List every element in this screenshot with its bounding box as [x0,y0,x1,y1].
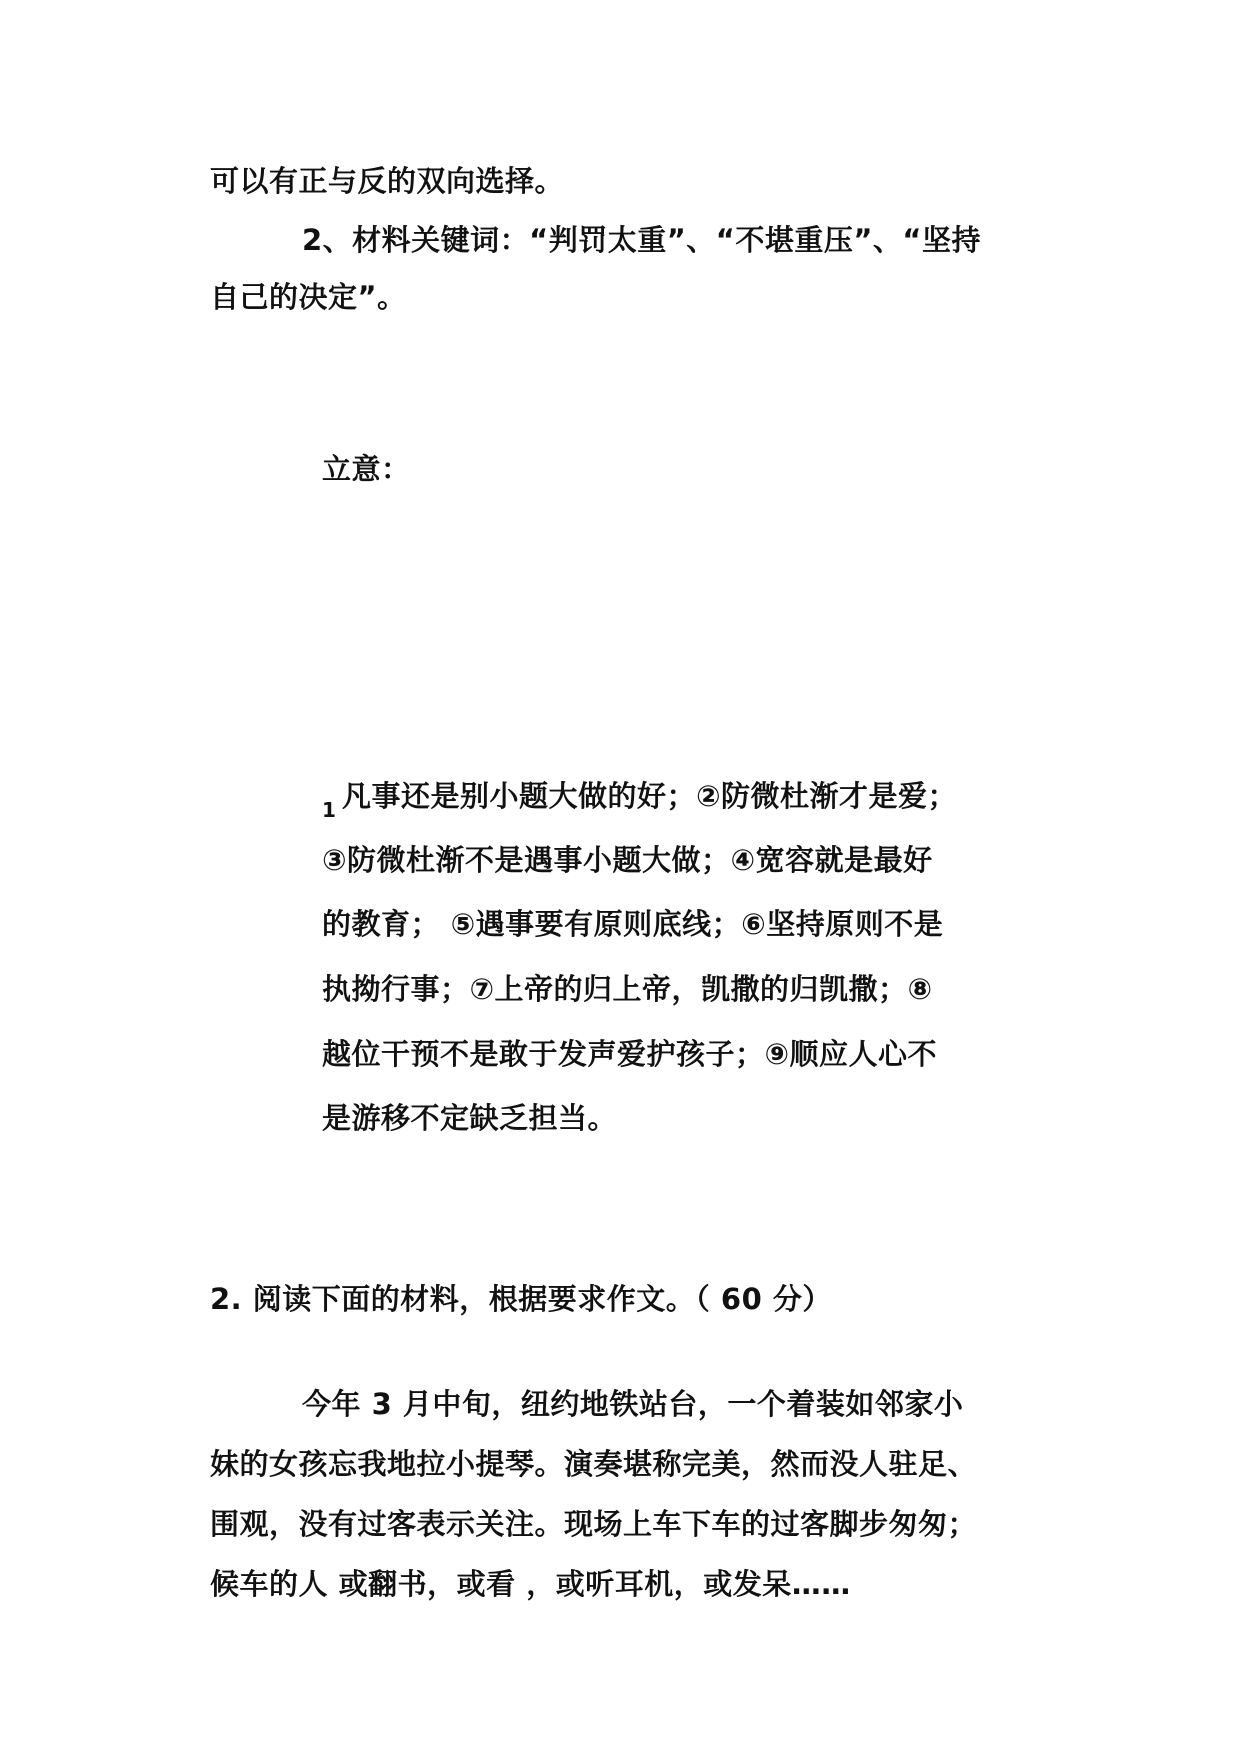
block1-line-2: 2、材料关键词：“判罚太重”、“不堪重压”、“坚持 [302,223,981,257]
block1-line-3: 自己的决定”。 [210,280,407,314]
question-2-title: 2. 阅读下面的材料，根据要求作文。（ 60 分） [210,1282,832,1316]
liyi-heading: 立意： [322,452,411,486]
ideas-list-marker: 1 [322,798,336,822]
question-2-para-line-3: 围观，没有过客表示关注。现场上车下车的过客脚步匆匆； [210,1507,978,1541]
ideas-line-5: 越位干预不是敢于发声爱护孩子；⑨顺应人心不 [322,1037,938,1071]
ideas-line-3: 的教育； ⑤遇事要有原则底线；⑥坚持原则不是 [322,907,944,941]
ideas-line-6: 是游移不定缺乏担当。 [322,1101,618,1135]
ideas-line-2: ③防微杜渐不是遇事小题大做；④宽容就是最好 [322,843,933,877]
ideas-line-1: 凡事还是别小题大做的好；②防微杜渐才是爱； [342,779,958,813]
ideas-line-4: 执拗行事；⑦上帝的归上帝，凯撒的归凯撒；⑧ [322,972,933,1006]
question-2-para-line-4: 候车的人 或翻书，或看 ，或听耳机，或发呆…… [210,1567,851,1601]
block1-line-1: 可以有正与反的双向选择。 [210,164,565,198]
question-2-para-line-2: 妹的女孩忘我地拉小提琴。演奏堪称完美，然而没人驻足、 [210,1447,978,1481]
question-2-para-line-1: 今年 3 月中旬，纽约地铁站台，一个着装如邻家小 [302,1387,964,1421]
